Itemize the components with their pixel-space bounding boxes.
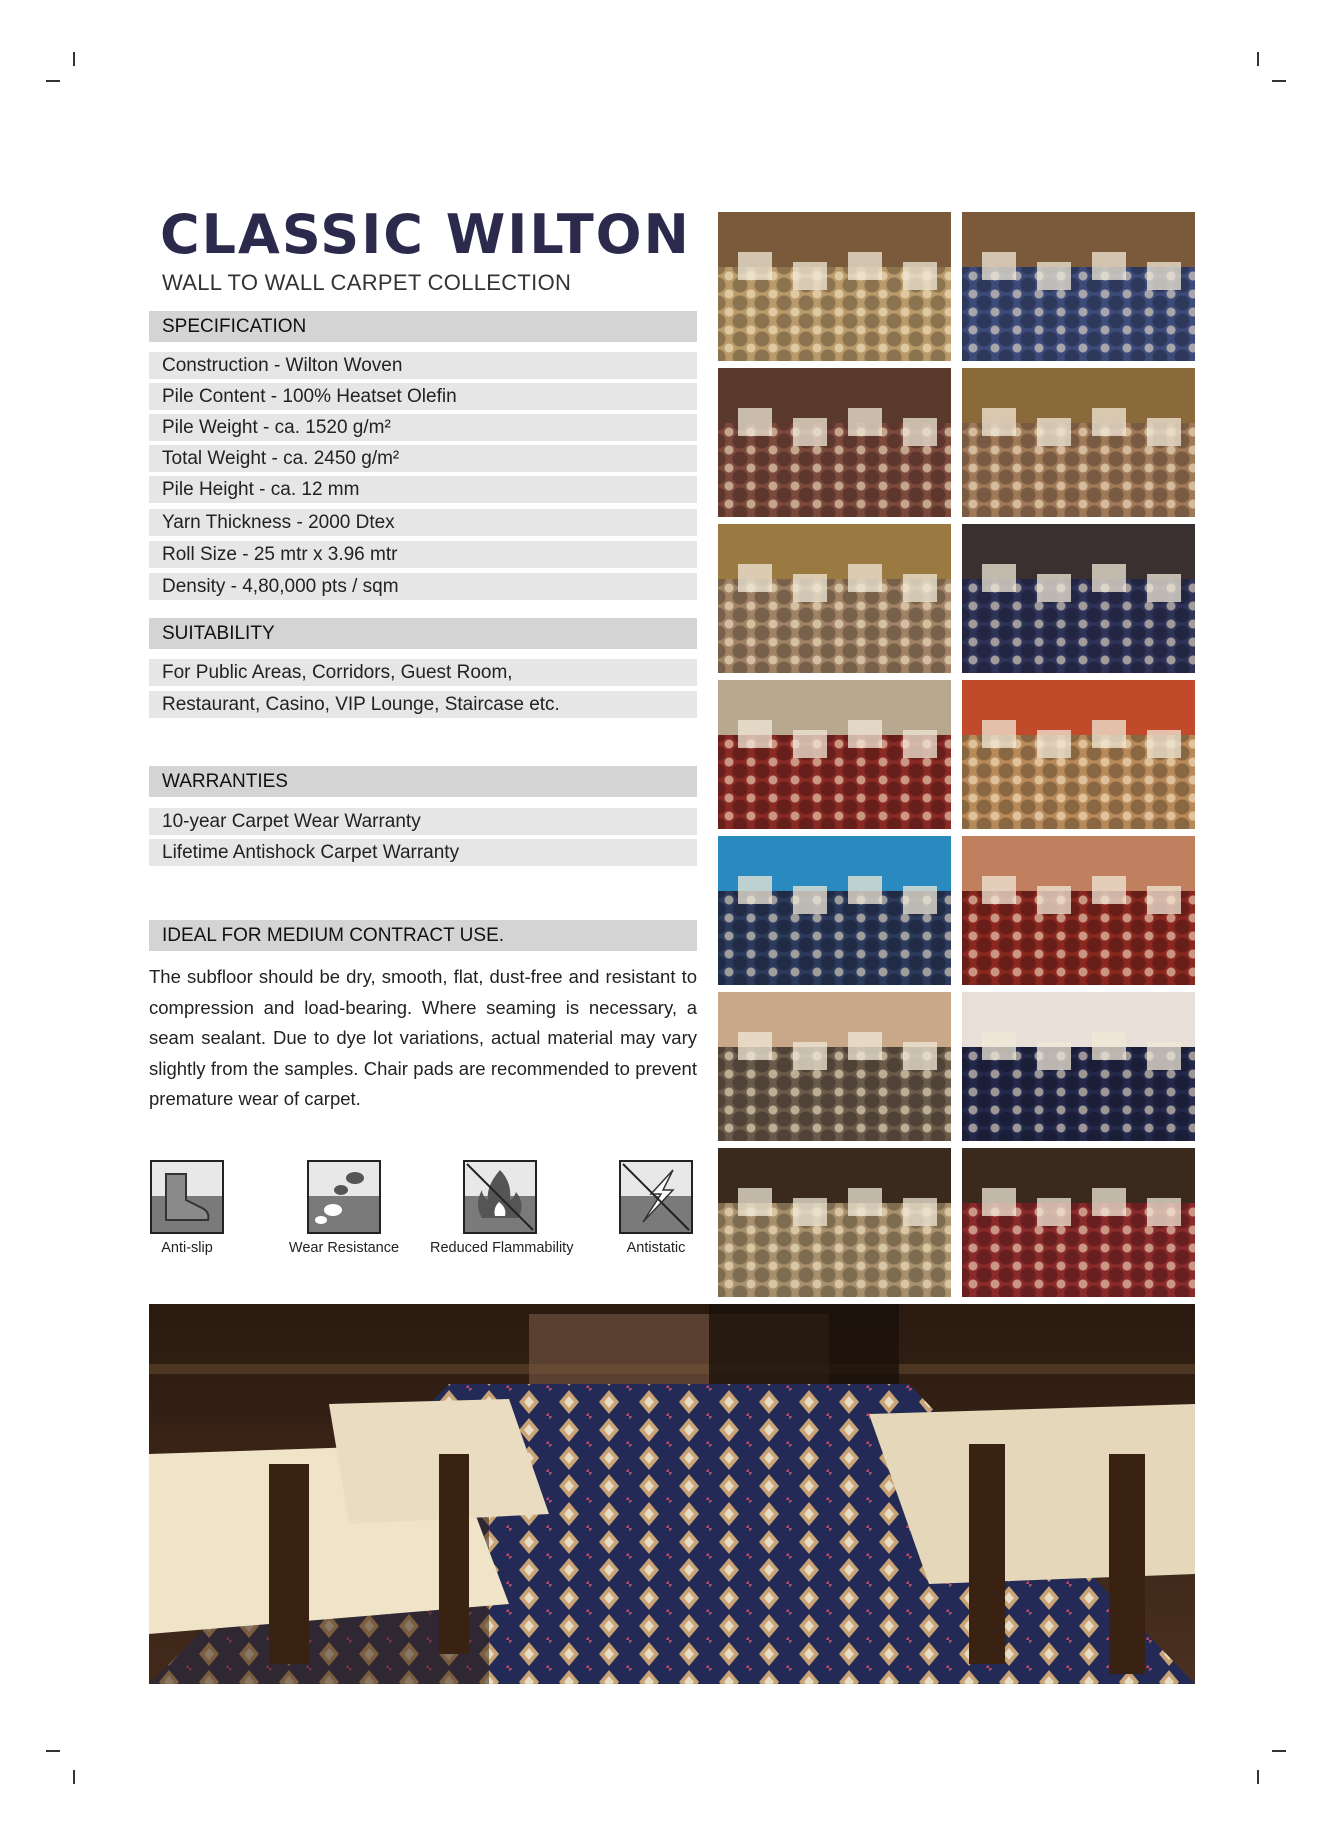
carpet-photo	[962, 368, 1195, 517]
feature-anti-slip	[117, 1160, 257, 1256]
suitability-item: Restaurant, Casino, VIP Lounge, Staircase etc.	[149, 691, 697, 718]
carpet-photo	[962, 524, 1195, 673]
carpet-photo	[962, 992, 1195, 1141]
crop-mark	[1272, 80, 1286, 82]
page-subtitle: WALL TO WALL CARPET COLLECTION	[162, 270, 572, 295]
crop-mark	[1272, 1750, 1286, 1752]
feature-label: Antistatic	[626, 1240, 686, 1256]
carpet-photo	[718, 524, 951, 673]
feature-label: Anti-slip	[161, 1240, 213, 1256]
carpet-photo	[718, 680, 951, 829]
hero-restaurant-photo	[149, 1304, 1195, 1684]
footprints-icon	[307, 1160, 381, 1234]
usage-paragraph: The subfloor should be dry, smooth, flat, dust-free and resistant to compression and load-bearing. Where seaming is necessary, a seam sealant. Due to dye lot variations, actual material may vary slightly from the samples. Chair pads are recommended to prevent premature wear of carpet.	[149, 966, 697, 1109]
carpet-photo	[718, 368, 951, 517]
suitability-item: For Public Areas, Corridors, Guest Room,	[149, 659, 697, 686]
carpet-photo	[718, 1148, 951, 1297]
specification-heading: SPECIFICATION	[149, 311, 697, 342]
feature-wear-resistance	[274, 1160, 414, 1256]
feature-reduced-flammability	[430, 1160, 574, 1256]
feature-antistatic	[586, 1160, 726, 1256]
carpet-photo	[718, 992, 951, 1141]
crop-mark	[46, 1750, 60, 1752]
flame-crossed-icon	[463, 1160, 537, 1234]
spec-item: Pile Height - ca. 12 mm	[149, 476, 697, 503]
warranty-item: Lifetime Antishock Carpet Warranty	[149, 839, 697, 866]
crop-mark	[73, 1770, 75, 1784]
carpet-photo	[718, 212, 951, 361]
lightning-crossed-icon	[619, 1160, 693, 1234]
boot-icon	[150, 1160, 224, 1234]
crop-mark	[1257, 52, 1259, 66]
crop-mark	[1257, 1770, 1259, 1784]
feature-label: Wear Resistance	[288, 1240, 400, 1256]
carpet-photo	[962, 680, 1195, 829]
suitability-heading: SUITABILITY	[149, 618, 697, 649]
spec-item: Yarn Thickness - 2000 Dtex	[149, 509, 697, 536]
crop-mark	[73, 52, 75, 66]
spec-item: Total Weight - ca. 2450 g/m²	[149, 445, 697, 472]
spec-item: Construction - Wilton Woven	[149, 352, 697, 379]
carpet-photo	[962, 212, 1195, 361]
carpet-photo	[718, 836, 951, 985]
spec-item: Pile Weight - ca. 1520 g/m²	[149, 414, 697, 441]
carpet-photo	[962, 836, 1195, 985]
feature-label: Reduced Flammability	[430, 1240, 574, 1256]
crop-mark	[46, 80, 60, 82]
usage-heading: IDEAL FOR MEDIUM CONTRACT USE.	[149, 920, 697, 951]
spec-item: Density - 4,80,000 pts / sqm	[149, 573, 697, 600]
spec-item: Roll Size - 25 mtr x 3.96 mtr	[149, 541, 697, 568]
warranties-heading: WARRANTIES	[149, 766, 697, 797]
carpet-photo	[962, 1148, 1195, 1297]
spec-item: Pile Content - 100% Heatset Olefin	[149, 383, 697, 410]
warranty-item: 10-year Carpet Wear Warranty	[149, 808, 697, 835]
page-title: CLASSIC WILTON	[160, 203, 691, 266]
